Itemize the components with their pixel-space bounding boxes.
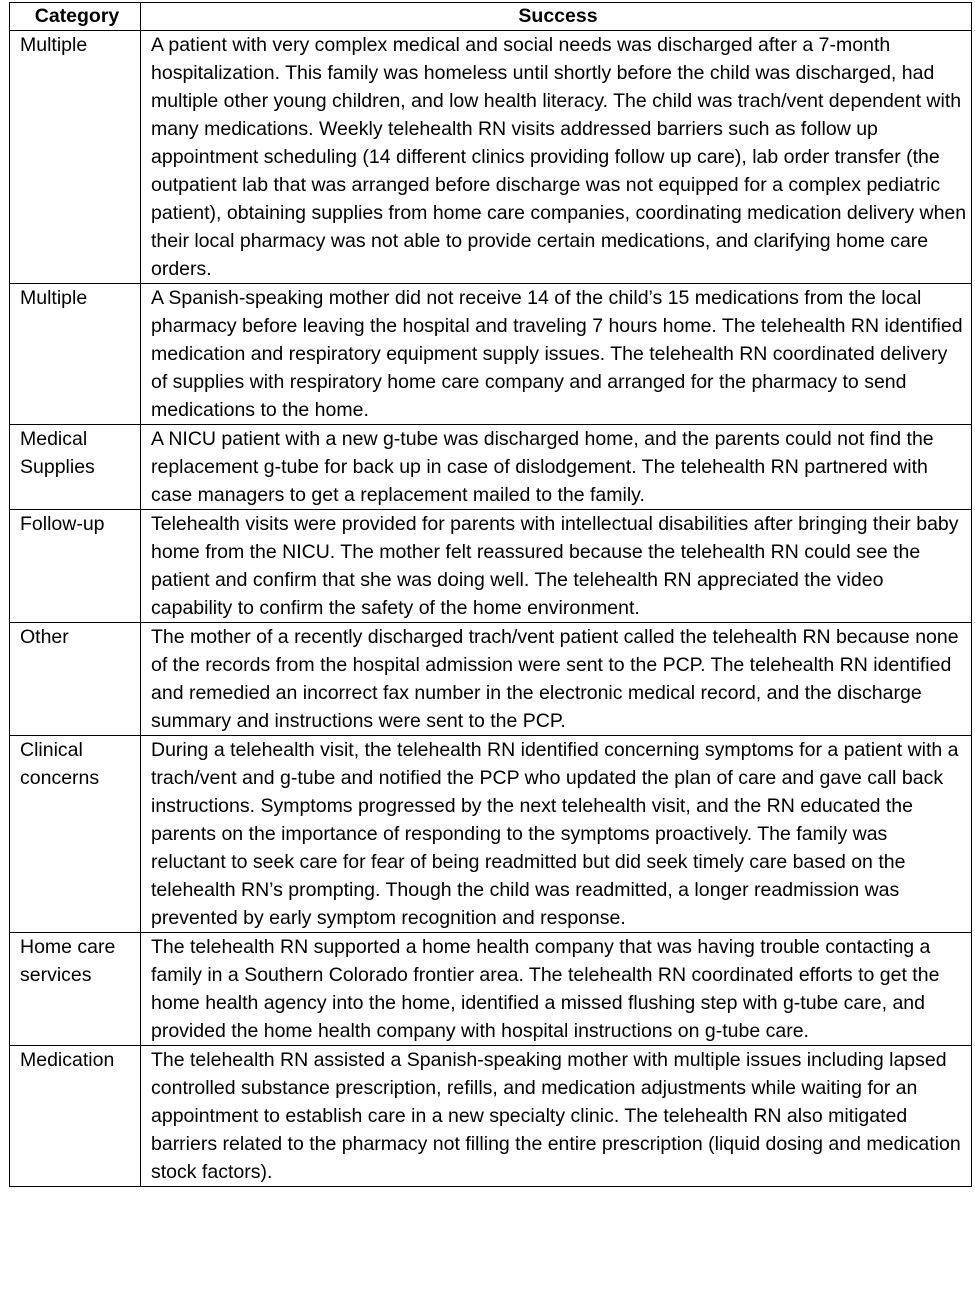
table-header-row xyxy=(10,3,972,31)
success-cell: Telehealth visits were provided for parents with intellectual disabilities after bringing their baby home from the NICU. The mother felt reassured because the telehealth RN could see the patient and confirm that she was doing well. The telehealth RN appreciated the video capability to confirm the safety of the home environment. xyxy=(141,510,972,623)
table-row xyxy=(10,31,972,284)
table-row xyxy=(10,1046,972,1187)
success-cell: A Spanish-speaking mother did not receive 14 of the child’s 15 medications from the local pharmacy before leaving the hospital and traveling 7 hours home. The telehealth RN identified medication and respiratory equipment supply issues. The telehealth RN coordinated delivery of supplies with respiratory home care company and arranged for the pharmacy to send medications to the home. xyxy=(141,284,972,425)
header-success: Success xyxy=(141,3,972,31)
table-row xyxy=(10,623,972,736)
table-row xyxy=(10,284,972,425)
category-cell: Medication xyxy=(10,1046,141,1187)
success-cell: During a telehealth visit, the telehealth RN identified concerning symptoms for a patient with a trach/vent and g-tube and notified the PCP who updated the plan of care and gave call back instructions. Symptoms progressed by the next telehealth visit, and the RN educated the parents on the importance of responding to the symptoms proactively. The family was reluctant to seek care for fear of being readmitted but did seek timely care based on the telehealth RN’s prompting. Though the child was readmitted, a longer readmission was prevented by early symptom recognition and response. xyxy=(141,736,972,933)
success-cell: A patient with very complex medical and social needs was discharged after a 7-month hospitalization. This family was homeless until shortly before the child was discharged, had multiple other young children, and low health literacy. The child was trach/vent dependent with many medications. Weekly telehealth RN visits addressed barriers such as follow up appointment scheduling (14 different clinics providing follow up care), lab order transfer (the outpatient lab that was arranged before discharge was not equipped for a complex pediatric patient), obtaining supplies from home care companies, coordinating medication delivery when their local pharmacy was not able to provide certain medications, and clarifying home care orders. xyxy=(141,31,972,284)
success-cell: A NICU patient with a new g-tube was discharged home, and the parents could not find the replacement g-tube for back up in case of dislodgement. The telehealth RN partnered with case managers to get a replacement mailed to the family. xyxy=(141,425,972,510)
success-cell: The telehealth RN assisted a Spanish-speaking mother with multiple issues including lapsed controlled substance prescription, refills, and medication adjustments while waiting for an appointment to establish care in a new specialty clinic. The telehealth RN also mitigated barriers related to the pharmacy not filling the entire prescription (liquid dosing and medication stock factors). xyxy=(141,1046,972,1187)
success-cell: The telehealth RN supported a home health company that was having trouble contacting a family in a Southern Colorado frontier area. The telehealth RN coordinated efforts to get the home health agency into the home, identified a missed flushing step with g-tube care, and provided the home health company with hospital instructions on g-tube care. xyxy=(141,933,972,1046)
category-cell: Home care services xyxy=(10,933,141,1046)
category-cell: Multiple xyxy=(10,284,141,425)
table-row xyxy=(10,736,972,933)
category-cell: Multiple xyxy=(10,31,141,284)
success-table xyxy=(9,2,972,1187)
table-row xyxy=(10,933,972,1046)
table-row xyxy=(10,425,972,510)
category-cell: Other xyxy=(10,623,141,736)
category-cell: Medical Supplies xyxy=(10,425,141,510)
header-category: Category xyxy=(10,3,141,31)
success-cell: The mother of a recently discharged trach/vent patient called the telehealth RN because none of the records from the hospital admission were sent to the PCP. The telehealth RN identified and remedied an incorrect fax number in the electronic medical record, and the discharge summary and instructions were sent to the PCP. xyxy=(141,623,972,736)
category-cell: Clinical concerns xyxy=(10,736,141,933)
table-row xyxy=(10,510,972,623)
category-cell: Follow-up xyxy=(10,510,141,623)
success-table-container xyxy=(9,2,971,1187)
